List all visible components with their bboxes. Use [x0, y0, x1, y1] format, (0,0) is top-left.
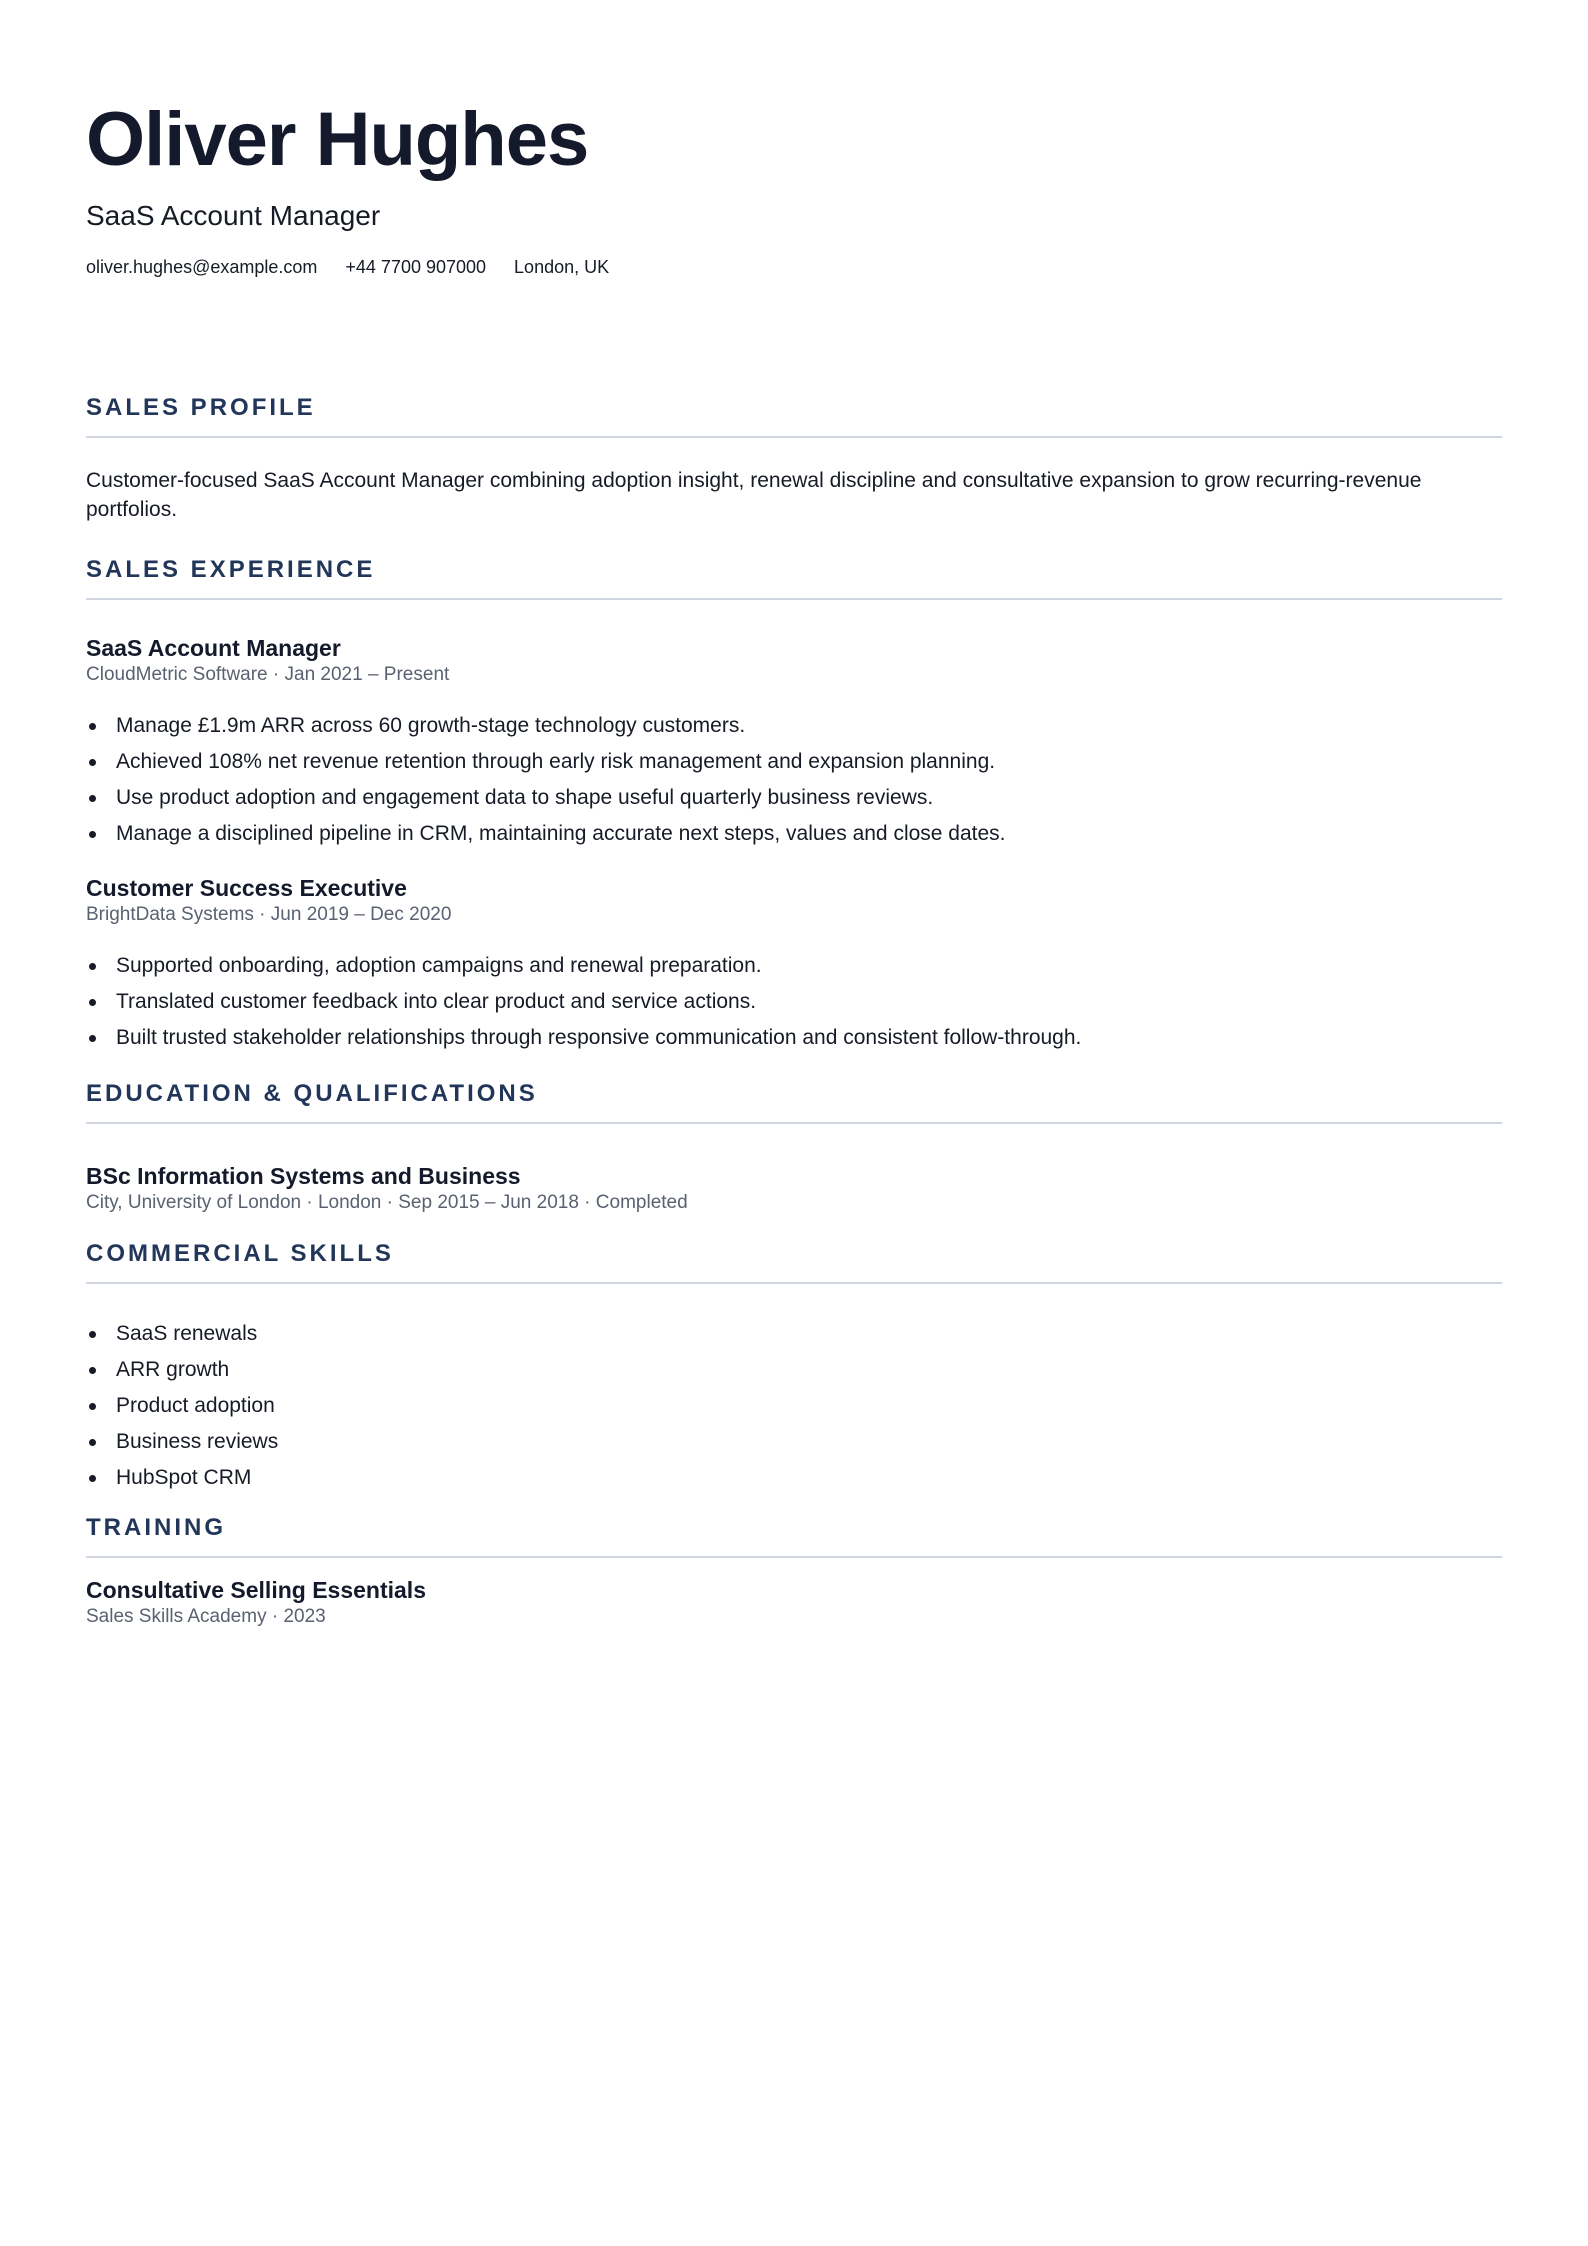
sales-profile-section	[86, 392, 1502, 524]
candidate-name: Oliver Hughes	[86, 97, 589, 182]
list-item: ARR growth	[116, 1352, 1502, 1388]
job-meta: BrightData Systems · Jun 2019 – Dec 2020	[86, 904, 452, 925]
list-item: Manage £1.9m ARR across 60 growth-stage technology customers.	[116, 708, 1502, 744]
skills-list	[86, 1316, 1502, 1496]
section-heading: SALES PROFILE	[86, 392, 1502, 438]
section-heading: COMMERCIAL SKILLS	[86, 1238, 1502, 1284]
job-bullets	[86, 708, 1502, 852]
job-role: SaaS Account Manager	[86, 635, 341, 661]
job-role: Customer Success Executive	[86, 875, 407, 901]
section-heading: EDUCATION & QUALIFICATIONS	[86, 1078, 1502, 1124]
contact-location: London, UK	[514, 257, 610, 277]
job-entry	[86, 634, 1502, 852]
course-meta: Sales Skills Academy · 2023	[86, 1606, 326, 1627]
list-item: HubSpot CRM	[116, 1460, 1502, 1496]
section-heading: SALES EXPERIENCE	[86, 554, 1502, 600]
training-section	[86, 1512, 1502, 1630]
education-section	[86, 1078, 1502, 1216]
list-item: Manage a disciplined pipeline in CRM, maintaining accurate next steps, values and close dates.	[116, 816, 1502, 852]
course-title: Consultative Selling Essentials	[86, 1577, 426, 1603]
list-item: Business reviews	[116, 1424, 1502, 1460]
list-item: Built trusted stakeholder relationships through responsive communication and consistent follow-through.	[116, 1020, 1502, 1056]
resume-header	[86, 0, 1502, 280]
list-item: Achieved 108% net revenue retention through early risk management and expansion planning.	[116, 744, 1502, 780]
contact-line	[86, 254, 1502, 280]
candidate-headline: SaaS Account Manager	[86, 200, 381, 231]
contact-phone: +44 7700 907000	[345, 257, 487, 277]
job-bullets	[86, 948, 1502, 1056]
commercial-skills-section	[86, 1238, 1502, 1496]
education-entry	[86, 1162, 1502, 1216]
job-meta: CloudMetric Software · Jan 2021 – Present	[86, 664, 450, 685]
list-item: Use product adoption and engagement data to shape useful quarterly business reviews.	[116, 780, 1502, 816]
training-entry	[86, 1576, 1502, 1630]
contact-email: oliver.hughes@example.com	[86, 257, 318, 277]
section-heading: TRAINING	[86, 1512, 1502, 1558]
list-item: Translated customer feedback into clear product and service actions.	[116, 984, 1502, 1020]
degree-title: BSc Information Systems and Business	[86, 1163, 521, 1189]
sales-experience-section	[86, 554, 1502, 1056]
list-item: SaaS renewals	[116, 1316, 1502, 1352]
job-entry	[86, 874, 1502, 1056]
list-item: Product adoption	[116, 1388, 1502, 1424]
profile-summary: Customer-focused SaaS Account Manager combining adoption insight, renewal discipline and consultative expansion to grow recurring-revenue portfolios.	[86, 469, 1422, 521]
list-item: Supported onboarding, adoption campaigns and renewal preparation.	[116, 948, 1502, 984]
degree-meta: City, University of London · London · Sep 2015 – Jun 2018 · Completed	[86, 1192, 688, 1213]
